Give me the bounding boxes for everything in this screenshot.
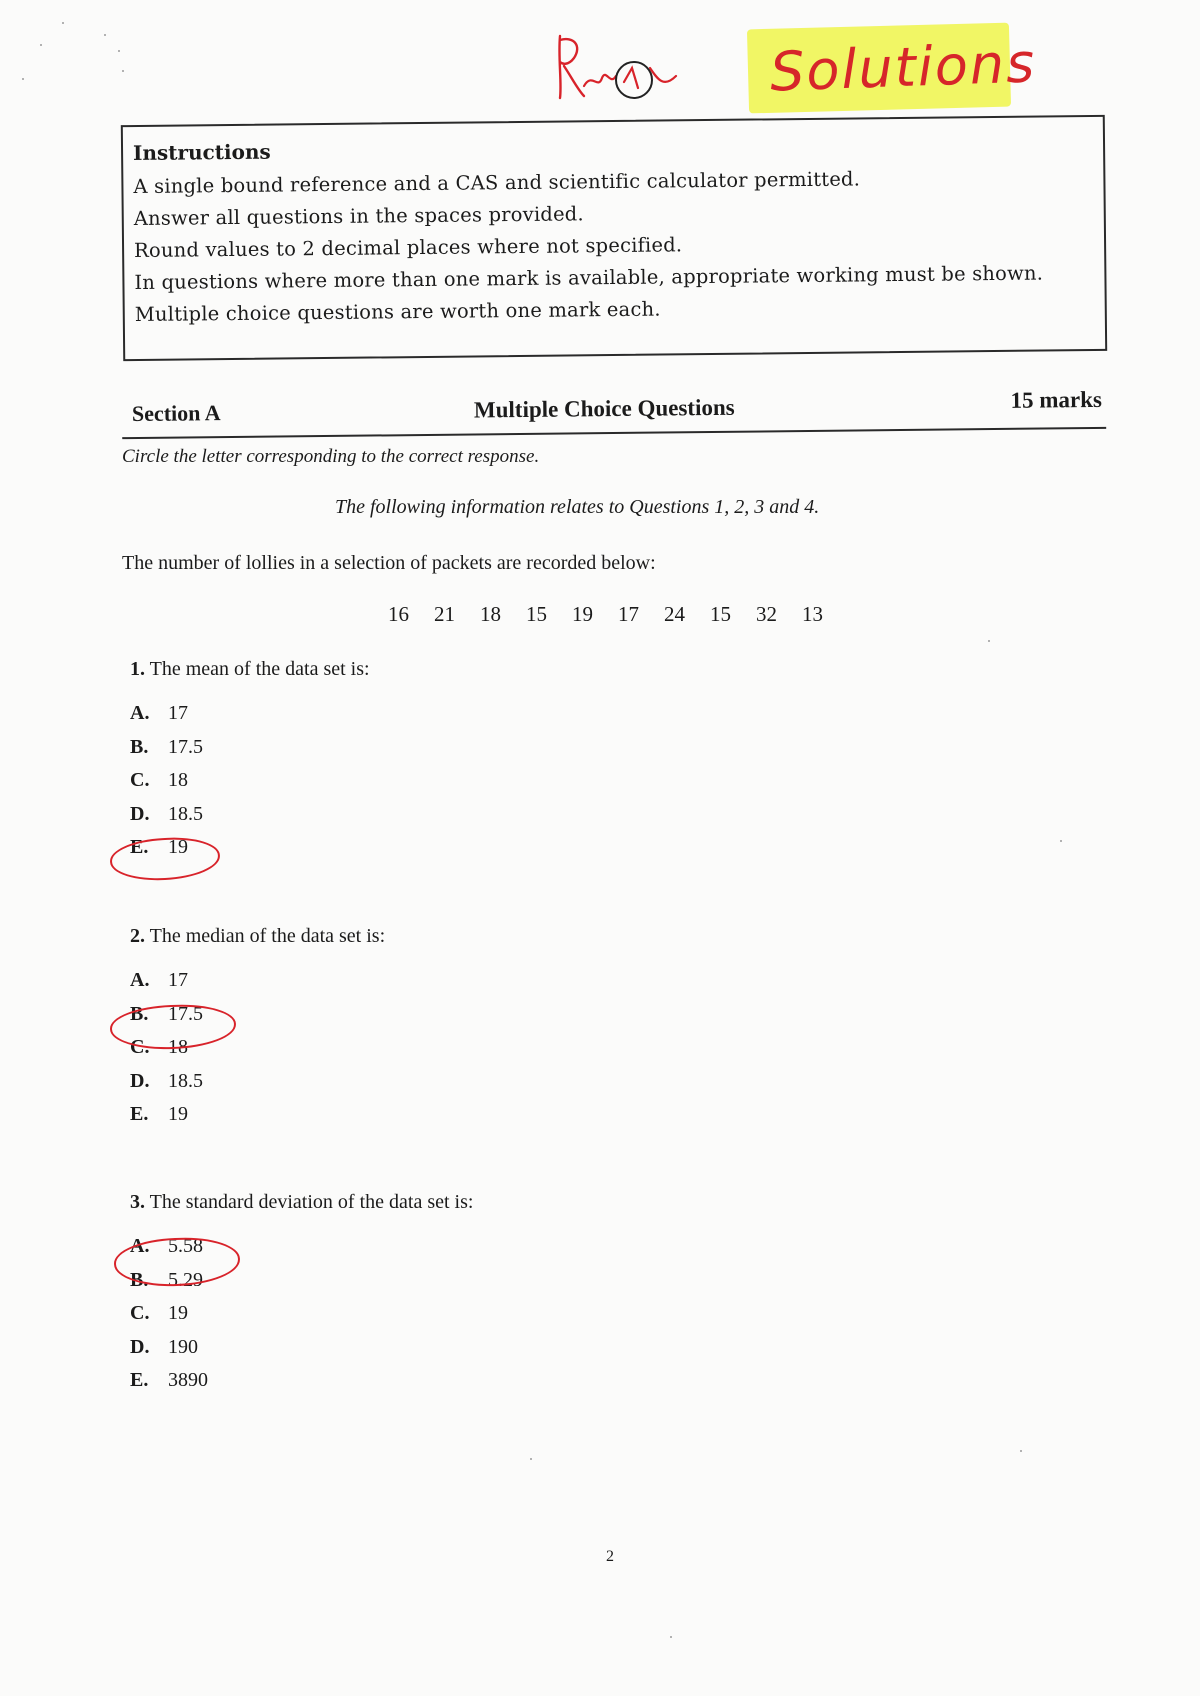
option-a[interactable]: A. 5.58: [130, 1235, 203, 1257]
question-3: [130, 1191, 473, 1398]
section-marks: 15 marks: [1010, 386, 1103, 413]
data-value: 19: [572, 602, 593, 626]
instruction-line: Answer all questions in the spaces provided.: [133, 202, 584, 231]
scan-speck: [530, 1458, 532, 1460]
option-e[interactable]: E. 19: [130, 1103, 188, 1125]
question-number: 2.: [130, 925, 145, 947]
data-value: 16: [388, 602, 409, 626]
option-c[interactable]: C. 18: [130, 769, 188, 791]
data-intro: The number of lollies in a selection of packets are recorded below:: [122, 552, 656, 574]
option-d[interactable]: D. 18.5: [130, 1069, 203, 1092]
option-b[interactable]: B. 5.29: [130, 1268, 203, 1291]
section-label: Section A: [131, 400, 221, 427]
option-e[interactable]: E. 19: [130, 836, 188, 858]
option-d[interactable]: D. 190: [130, 1335, 198, 1358]
scan-speck: [988, 640, 990, 642]
scan-speck: [1060, 840, 1062, 842]
option-b[interactable]: B. 17.5: [130, 735, 203, 758]
instruction-line: In questions where more than one mark is available, appropriate working must be shown.: [134, 261, 1044, 295]
page-number: 2: [606, 1548, 614, 1565]
data-value: 17: [618, 602, 639, 626]
option-a[interactable]: A. 17: [130, 969, 188, 991]
instructions-heading: Instructions: [132, 139, 271, 166]
info-relates-note: The following information relates to Questions 1, 2, 3 and 4.: [335, 496, 820, 518]
data-value: 24: [664, 602, 685, 626]
scan-speck: [1020, 1450, 1022, 1452]
question-text: The median of the data set is:: [149, 925, 386, 947]
question-stem: [130, 1191, 473, 1214]
scan-speck: [40, 44, 42, 46]
data-value: 15: [526, 602, 547, 626]
scan-speck: [118, 50, 120, 52]
scan-speck: [104, 34, 106, 36]
circle-instruction: Circle the letter corresponding to the correct response.: [122, 446, 540, 467]
instruction-line: A single bound reference and a CAS and scientific calculator permitted.: [133, 167, 861, 199]
option-e[interactable]: E. 3890: [130, 1369, 208, 1391]
question-stem: [130, 925, 385, 948]
data-value: 18: [480, 602, 501, 626]
section-title: Multiple Choice Questions: [473, 394, 735, 423]
option-c[interactable]: C. 18: [130, 1036, 188, 1058]
data-value: 15: [710, 602, 731, 626]
question-text: The standard deviation of the data set is:: [149, 1191, 474, 1213]
option-c[interactable]: C. 19: [130, 1302, 188, 1324]
option-a[interactable]: A. 17: [130, 702, 188, 724]
section-header: [122, 387, 1106, 439]
question-stem: [130, 658, 370, 681]
question-2: [130, 925, 385, 1132]
option-d[interactable]: D. 18.5: [130, 802, 203, 825]
option-b[interactable]: B. 17.5: [130, 1002, 203, 1025]
handwritten-signature: [554, 28, 684, 108]
data-value: 21: [434, 602, 455, 626]
solutions-stamp: Solutions: [768, 31, 1038, 104]
data-value: 32: [756, 602, 777, 626]
scan-speck: [22, 78, 24, 80]
question-1: [130, 658, 370, 865]
instruction-line: Round values to 2 decimal places where not specified.: [133, 233, 683, 263]
instruction-line: Multiple choice questions are worth one mark each.: [134, 297, 661, 327]
question-text: The mean of the data set is:: [149, 658, 370, 680]
question-number: 1.: [130, 658, 145, 680]
data-value: 13: [802, 602, 823, 626]
question-number: 3.: [130, 1191, 145, 1213]
data-values: [388, 602, 848, 627]
scan-speck: [62, 22, 64, 24]
instructions-box: [121, 115, 1107, 361]
scan-speck: [670, 1636, 672, 1638]
scan-speck: [122, 70, 124, 72]
